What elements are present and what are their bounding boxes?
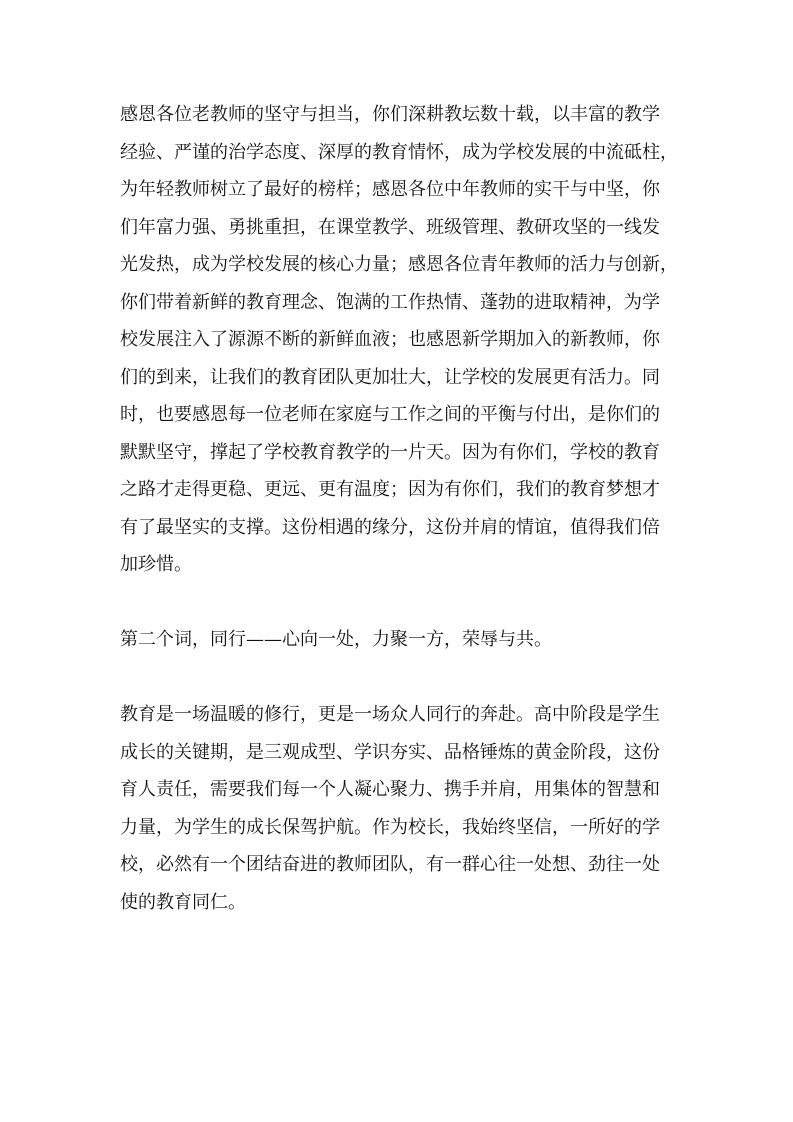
paragraph-line: 校，必然有一个团结奋进的教师团队，有一群心往一处想、劲往一处 (120, 854, 660, 875)
paragraph-line: 力量，为学生的成长保驾护航。作为校长，我始终坚信，一所好的学 (120, 816, 660, 838)
paragraph-togetherness (120, 696, 676, 921)
paragraph-line: 时，也要感恩每一位老师在家庭与工作之间的平衡与付出，是你们的 (120, 404, 660, 425)
paragraph-line: 你们带着新鲜的教育理念、饱满的工作热情、蓬勃的进取精神，为学 (120, 291, 660, 313)
heading-text: 第二个词，同行——心向一处，力聚一方，荣辱与共。 (120, 629, 552, 650)
paragraph-line: 之路才走得更稳、更远、更有温度；因为有你们，我们的教育梦想才 (120, 479, 660, 500)
paragraph-line: 加珍惜。 (120, 554, 192, 575)
paragraph-line: 使的教育同仁。 (120, 891, 246, 913)
paragraph-line: 有了最坚实的支撑。这份相遇的缘分，这份并肩的情谊，值得我们倍 (120, 516, 660, 538)
paragraph-line: 成长的关键期，是三观成型、学识夯实、品格锤炼的黄金阶段，这份 (120, 741, 660, 763)
paragraph-line: 默默坚守，撑起了学校教育教学的一片天。因为有你们，学校的教育 (120, 441, 660, 463)
paragraph-line: 经验、严谨的治学态度、深厚的教育情怀，成为学校发展的中流砥柱， (120, 141, 678, 163)
document-body (120, 96, 676, 921)
paragraph-line: 育人责任，需要我们每一个人凝心聚力、携手并肩，用集体的智慧和 (120, 779, 660, 800)
paragraph-spacer (120, 659, 676, 697)
paragraph-line: 光发热，成为学校发展的核心力量；感恩各位青年教师的活力与创新， (120, 254, 678, 275)
paragraph-gratitude (120, 96, 676, 584)
section-heading (120, 621, 676, 659)
paragraph-spacer (120, 584, 676, 622)
paragraph-line: 教育是一场温暖的修行，更是一场众人同行的奔赴。高中阶段是学生 (120, 704, 660, 725)
paragraph-line: 校发展注入了源源不断的新鲜血液；也感恩新学期加入的新教师，你 (120, 329, 660, 350)
paragraph-line: 感恩各位老教师的坚守与担当，你们深耕教坛数十载，以丰富的教学 (120, 104, 660, 125)
paragraph-line: 为年轻教师树立了最好的榜样；感恩各位中年教师的实干与中坚，你 (120, 179, 660, 200)
paragraph-line: 们的到来，让我们的教育团队更加壮大，让学校的发展更有活力。同 (120, 366, 660, 388)
paragraph-line: 们年富力强、勇挑重担，在课堂教学、班级管理、教研攻坚的一线发 (120, 216, 660, 238)
